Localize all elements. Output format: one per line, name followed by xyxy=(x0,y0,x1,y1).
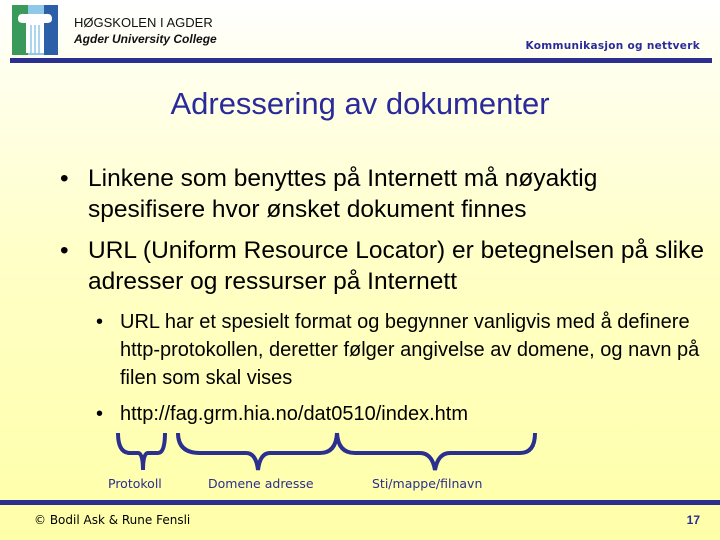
page-number: 17 xyxy=(686,513,700,527)
sub-bullet-item xyxy=(96,308,716,392)
domain-brace xyxy=(178,433,337,470)
domain-label: Domene adresse xyxy=(208,476,314,491)
college-logo xyxy=(12,5,58,55)
course-name: Kommunikasjon og nettverk xyxy=(525,40,700,52)
bullet-icon: • xyxy=(60,165,69,192)
slide-title: Adressering av dokumenter xyxy=(170,86,550,121)
sub-bullet-text: URL har et spesielt format og begynner vanligvis med å definere http-protokollen, deretter følger angivelse av domene, og navn på filen som skal vises xyxy=(120,311,700,389)
bullet-item xyxy=(60,163,710,225)
sub-bullet-item xyxy=(96,400,716,428)
footer-divider xyxy=(0,500,720,505)
path-label: Sti/mappe/filnavn xyxy=(372,476,483,491)
bullet-icon: • xyxy=(60,237,69,264)
college-name: Agder University College xyxy=(74,32,217,46)
bullet-text: Linkene som benyttes på Internett må nøyaktig spesifisere hvor ønsket dokument finnes xyxy=(88,165,598,223)
path-brace xyxy=(337,433,535,470)
bullet-item xyxy=(60,235,710,297)
protocol-brace xyxy=(118,433,165,470)
header-divider xyxy=(10,58,712,63)
protocol-label: Protokoll xyxy=(108,476,162,491)
bullet-text: URL (Uniform Resource Locator) er betegnelsen på slike adresser og ressurser på Internett xyxy=(88,237,704,295)
url-braces xyxy=(0,425,720,475)
copyright: © Bodil Ask & Rune Fensli xyxy=(34,513,191,527)
url-example: http://fag.grm.hia.no/dat0510/index.htm xyxy=(120,403,468,425)
school-name: HØGSKOLEN I AGDER xyxy=(74,15,213,30)
bullet-icon: • xyxy=(96,311,104,333)
bullet-icon: • xyxy=(96,403,104,425)
